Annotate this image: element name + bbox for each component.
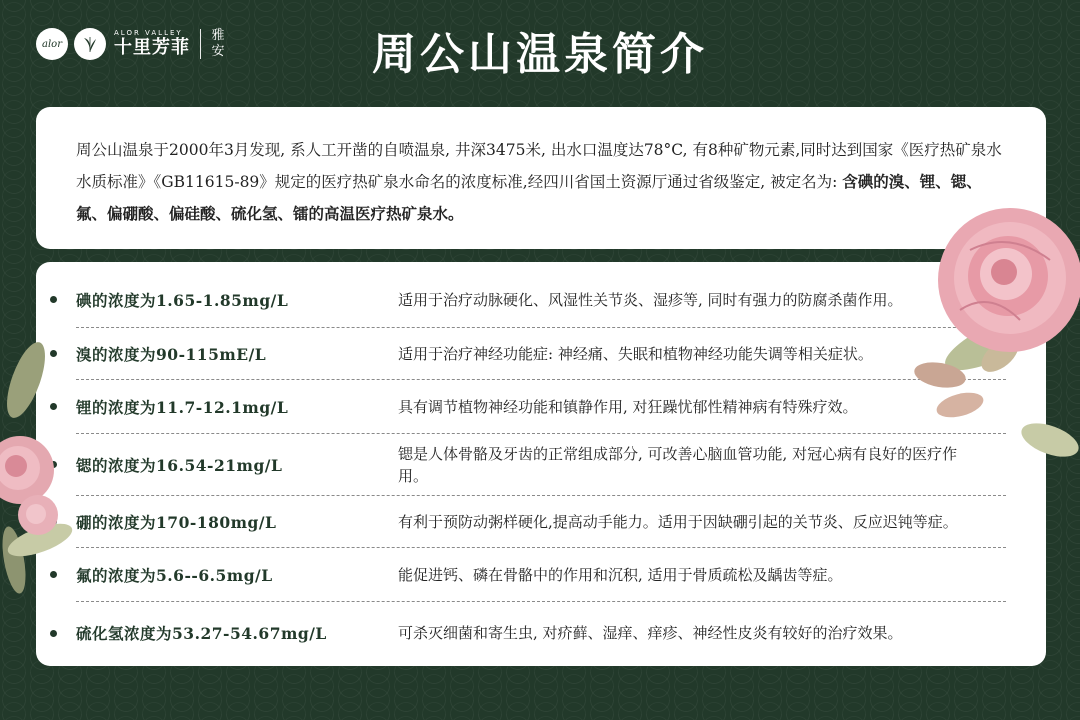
page-title: 周公山温泉简介 <box>372 29 708 80</box>
brand-location: 雅安 <box>211 28 225 59</box>
mineral-label: 溴的浓度为90-115mE/L <box>76 344 267 364</box>
mineral-desc: 适用于治疗神经功能症: 神经痛、失眠和植物神经功能失调等相关症状。 <box>398 344 873 363</box>
mineral-desc: 具有调节植物神经功能和镇静作用, 对狂躁忧郁性精神病有特殊疗效。 <box>398 397 858 416</box>
dot-bullet-icon <box>50 296 57 303</box>
mineral-label: 锶的浓度为16.54-21mg/L <box>76 455 283 475</box>
mineral-list-card <box>36 262 1046 666</box>
mineral-label: 碘的浓度为1.65-1.85mg/L <box>76 290 289 310</box>
mineral-desc: 有利于预防动粥样硬化,提高动手能力。适用于因缺硼引起的关节炎、反应迟钝等症。 <box>398 512 958 531</box>
mineral-label: 氟的浓度为5.6--6.5mg/L <box>76 565 273 585</box>
brand-cn-name: 十里芳菲 <box>114 37 190 58</box>
mineral-row-hydrogen-sulfide <box>76 602 1006 664</box>
intro-text: 周公山温泉于2000年3月发现, 系人工开凿的自喷温泉, 井深3475米, 出水口温度达78°C, 有8种矿物元素,同时达到国家《医疗热矿泉水水质标准》《GB11615-89》规定的医疗热矿泉水命名的浓度标准,经四川省国土资源厅通过省级鉴定, 被定名为: <box>76 141 1002 191</box>
intro-card <box>36 107 1046 249</box>
mineral-desc: 能促进钙、磷在骨骼中的作用和沉积, 适用于骨质疏松及龋齿等症。 <box>398 565 843 584</box>
mineral-desc: 锶是人体骨骼及牙齿的正常组成部分, 可改善心脑血管功能, 对冠心病有良好的医疗作用。 <box>398 444 958 485</box>
mineral-label: 硼的浓度为170-180mg/L <box>76 512 277 532</box>
mineral-desc: 适用于治疗动脉硬化、风湿性关节炎、湿疹等, 同时有强力的防腐杀菌作用。 <box>398 290 903 309</box>
mineral-row-lithium <box>76 380 1006 434</box>
mineral-label: 锂的浓度为11.7-12.1mg/L <box>76 397 289 417</box>
intro-highlight: 含碘的溴、锂、锶、氟、偏硼酸、偏硅酸、硫化氢、镭的高温医疗热矿泉水。 <box>76 172 982 223</box>
alor-badge-text: alor <box>42 38 62 50</box>
mineral-row-bromine <box>76 328 1006 380</box>
mineral-row-fluorine <box>76 548 1006 602</box>
intro-paragraph <box>76 135 1006 230</box>
rose-icon <box>900 190 1080 490</box>
dot-bullet-icon <box>50 630 57 637</box>
rose-icon <box>0 340 80 600</box>
mineral-desc: 可杀灭细菌和寄生虫, 对疥藓、湿痒、痒疹、神经性皮炎有较好的治疗效果。 <box>398 624 903 642</box>
brand-en-name: ALOR VALLEY <box>114 29 183 37</box>
mineral-row-iodine <box>76 272 1006 328</box>
mineral-row-boron <box>76 496 1006 548</box>
mineral-row-strontium <box>76 434 1006 496</box>
mineral-label: 硫化氢浓度为53.27-54.67mg/L <box>76 624 327 643</box>
page-header <box>0 0 1080 100</box>
